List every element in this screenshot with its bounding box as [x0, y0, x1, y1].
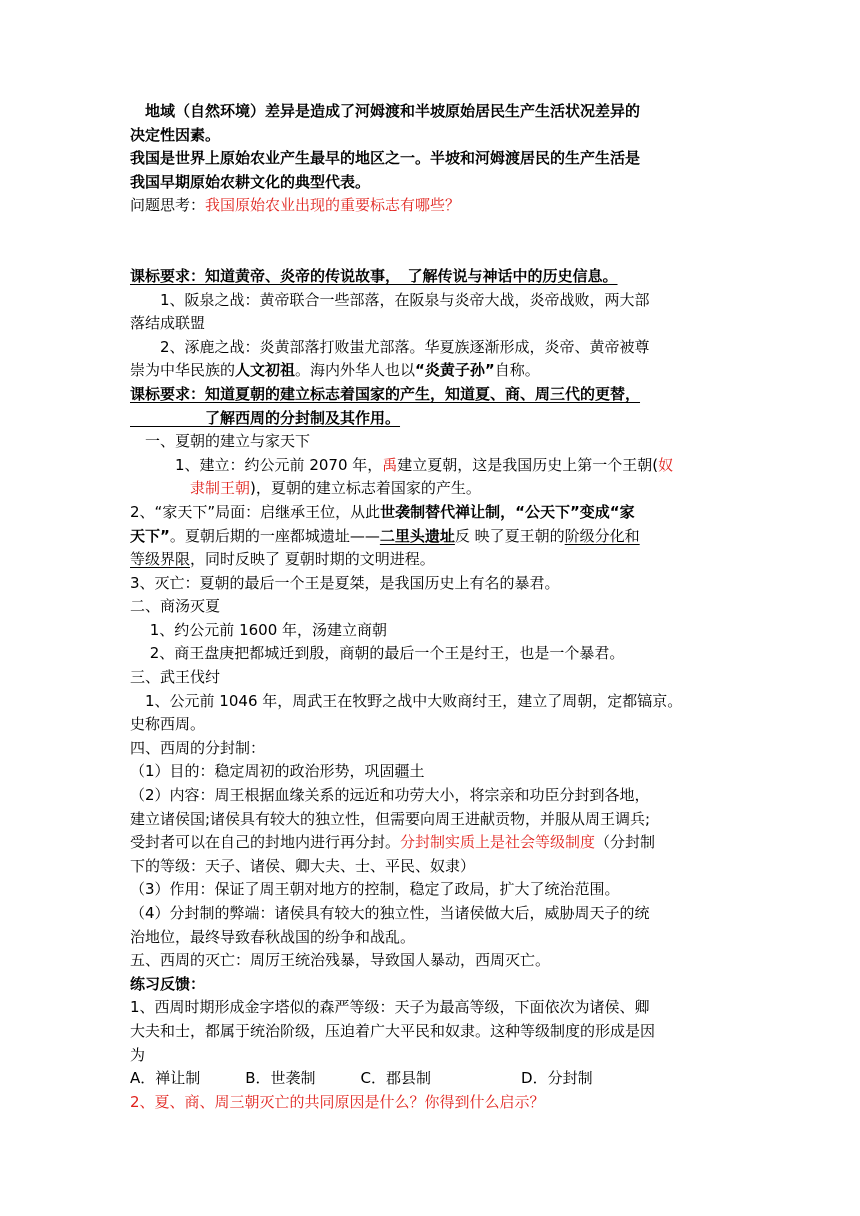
- requirement-2-line-2: 了解西周的分封制及其作用。: [130, 408, 401, 427]
- question-label: 问题思考：: [130, 196, 206, 215]
- zhuolu-line-2: [130, 359, 730, 383]
- question-text: 我国原始农业出现的重要标志有哪些？: [205, 196, 461, 215]
- banquan-line-2: 落结成联盟: [130, 314, 206, 333]
- intro-line-1: 地域（自然环境）差异是造成了河姆渡和半坡原始居民生产生活状况差异的: [130, 102, 641, 120]
- xia-item-2-line-2: [130, 525, 730, 549]
- document-page: [130, 100, 730, 1114]
- zhuolu-text-b: 。海内外华人也以: [295, 361, 416, 380]
- fengjian-heading: 四、西周的分封制：: [130, 738, 266, 757]
- fengjian-purpose: （1）目的：稳定周初的政治形势，巩固疆土: [130, 762, 425, 781]
- zhou-item-1-line-2: 史称西周。: [130, 715, 206, 734]
- shang-item-1: 1、约公元前 1600 年，汤建立商朝: [130, 620, 388, 639]
- xia-item-3: 3、灭亡：夏朝的最后一个王是夏桀，是我国历史上有名的暴君。: [130, 573, 560, 592]
- xia-1-red-c: 隶制王朝: [130, 479, 251, 498]
- practice-options: A．禅让制 B．世袭制 C．郡县制 D．分封制: [130, 1069, 593, 1088]
- requirement-2-line-1: 课标要求：知道夏朝的建立标志着国家的产生，知道夏、商、周三代的更替，: [130, 384, 641, 403]
- fengjian-text-a: 受封者可以在自己的封地内进行再分封。: [130, 833, 401, 852]
- fengjian-content-4: 下的等级：天子、诸侯、卿大夫、士、平民、奴隶）: [130, 856, 476, 875]
- zhuolu-bold-a: 人文初祖: [235, 361, 296, 380]
- xia-2-underline-c: 等级界限: [130, 550, 191, 569]
- zhou-heading: 三、武王伐纣: [130, 668, 221, 687]
- fengjian-drawback-2: 治地位，最终导致春秋战国的纷争和战乱。: [130, 927, 416, 946]
- xia-2-text-a: 2、“家天下”局面：启继承王位，从此: [130, 502, 381, 521]
- xia-1-text-b: 建立夏朝，这是我国历史上第一个王朝(: [397, 455, 659, 474]
- xia-heading: 一、夏朝的建立与家天下: [130, 432, 311, 451]
- xia-1-red-a: 禹: [382, 455, 398, 474]
- practice-q2: 2、夏、商、周三朝灭亡的共同原因是什么？你得到什么启示？: [130, 1092, 545, 1111]
- requirement-1-text: 知道黄帝、炎帝的传说故事， 了解传说与神话中的历史信息。: [205, 266, 618, 285]
- xia-2-bold-b: 天下”: [130, 526, 170, 545]
- practice-q1-line-3: 为: [130, 1045, 146, 1064]
- fengjian-drawback-1: （4）分封制的弊端：诸侯具有较大的独立性，当诸侯做大后，威胁周天子的统: [130, 904, 650, 922]
- fengjian-content-3: [130, 831, 730, 855]
- zhou-item-1-line-1: 1、公元前 1046 年，周武王在牧野之战中大败商纣王，建立了周朝，定都镐京。: [130, 691, 683, 710]
- xia-2-underline-a: 二里头遗址: [379, 526, 455, 545]
- xia-1-text-a: 1、建立：约公元前 2070 年，: [130, 455, 383, 474]
- intro-line-2: 决定性因素。: [130, 125, 221, 144]
- banquan-line-1: 1、阪泉之战：黄帝联合一些部落，在阪泉与炎帝大战，炎帝战败，两大部: [130, 290, 650, 309]
- zhuolu-line-1: 2、涿鹿之战：炎黄部落打败蚩尤部落。华夏族逐渐形成，炎帝、黄帝被尊: [130, 337, 650, 356]
- zhuolu-text-c: 自称。: [494, 361, 540, 380]
- xia-item-2-line-1: [130, 501, 730, 525]
- xia-2-bold-a: 世袭制替代禅让制，“公天下”变成“家: [380, 502, 635, 521]
- zhuolu-text-a: 崇为中华民族的: [130, 361, 236, 380]
- xia-item-1-line-2: [130, 477, 730, 501]
- fengjian-text-b: （分封制: [595, 833, 656, 852]
- xia-2-text-c: 反 映了夏王朝的: [454, 526, 565, 545]
- intro-line-4: 我国早期原始农耕文化的典型代表。: [130, 172, 371, 191]
- xia-2-underline-b: 阶级分化和: [564, 526, 640, 545]
- practice-q1-line-1: 1、西周时期形成金字塔似的森严等级：天子为最高等级，下面依次为诸侯、卿: [130, 998, 650, 1017]
- requirement-1: [130, 265, 730, 289]
- fengjian-red: 分封制实质上是社会等级制度: [400, 833, 596, 852]
- xia-1-red-b: 奴: [658, 455, 674, 474]
- fall-heading: 五、西周的灭亡：周厉王统治残暴，导致国人暴动，西周灭亡。: [130, 951, 551, 970]
- question-line: [130, 194, 730, 218]
- xia-2-text-d: ，同时反映了 夏朝时期的文明进程。: [190, 550, 435, 569]
- requirement-1-label: 课标要求：: [130, 266, 206, 285]
- xia-1-text-c: )，夏朝的建立标志着国家的产生。: [250, 479, 481, 498]
- intro-line-3: 我国是世界上原始农业产生最早的地区之一。半坡和河姆渡居民的生产生活是: [130, 149, 641, 168]
- practice-heading: 练习反馈：: [130, 974, 206, 993]
- shang-item-2: 2、商王盘庚把都城迁到殷，商朝的最后一个王是纣王，也是一个暴君。: [130, 644, 625, 663]
- fengjian-content-1: （2）内容：周王根据血缘关系的远近和功劳大小，将宗亲和功臣分封到各地，: [130, 786, 650, 805]
- xia-item-2-line-3: [130, 548, 730, 572]
- xia-2-text-b: 。夏朝后期的一座都城遗址——: [169, 526, 380, 545]
- practice-q1-line-2: 大夫和士，都属于统治阶级，压迫着广大平民和奴隶。这种等级制度的形成是因: [130, 1021, 656, 1040]
- shang-heading: 二、商汤灭夏: [130, 597, 221, 616]
- xia-item-1-line-1: [130, 454, 730, 478]
- spacer: [130, 218, 730, 265]
- fengjian-effect: （3）作用：保证了周王朝对地方的控制，稳定了政局，扩大了统治范围。: [130, 880, 620, 899]
- fengjian-content-2: 建立诸侯国;诸侯具有较大的独立性，但需要向周王进献贡物，并服从周王调兵;: [130, 809, 651, 828]
- zhuolu-bold-b: “炎黄子孙”: [415, 361, 495, 380]
